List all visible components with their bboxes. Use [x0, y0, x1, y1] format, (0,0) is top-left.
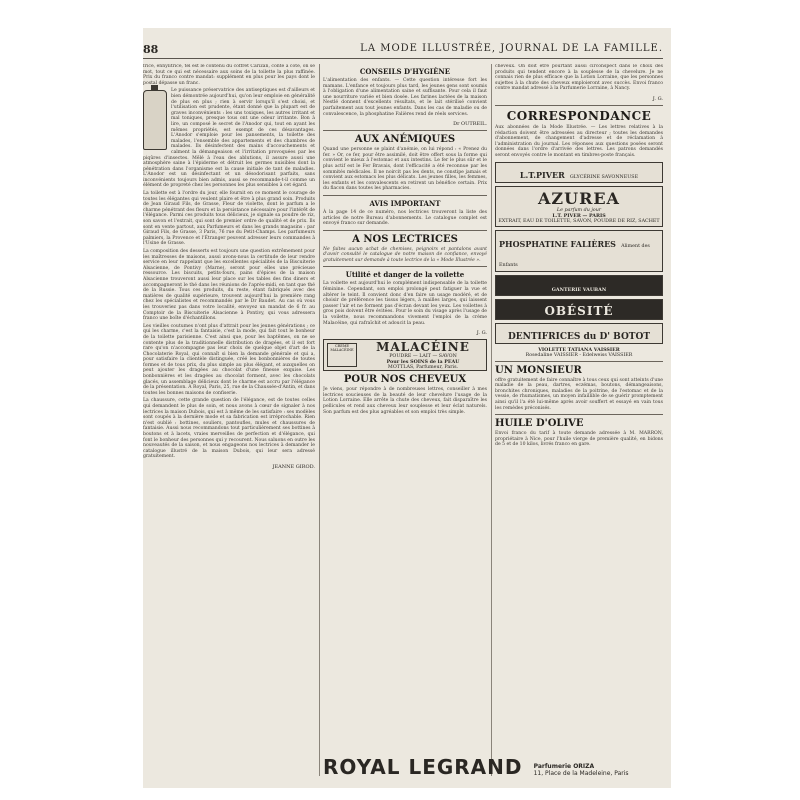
ad-maker: MOTTLAS, Parfumeur, Paris.	[387, 365, 459, 371]
phosphatine-tagline: Aliment des Enfants	[499, 243, 650, 268]
jar-label: CRÈME MALACÉINE	[330, 344, 354, 353]
malaceine-ad	[323, 339, 487, 371]
article-paragraph: Envoi franco du tarif à toute demande adressée à M. MARRON, propriétaire à Nice, pour l'huile vierge de première qualité, en bidons de 5 et de 10 kilos, livrés franco en gare.	[495, 431, 663, 448]
column-divider	[319, 64, 320, 776]
section-heading: AVIS IMPORTANT	[369, 198, 441, 208]
article-paragraph: La voilette est aujourd'hui le complément indispensable de la toilette féminine. Cependant, son emploi prolongé peut fatiguer la vue et altérer le teint. Il convient donc d'en faire un usage modéré, et de choisir de préférence les tissus légers, à mailles larges, qui laissent passer l'air et ne forment pas d'écran devant les yeux. Les voilettes à gros pois doivent être évitées. Pour le soin du visage après l'usage de la voilette, nous recommandons vivement l'emploi de la crème Malacéine, qui rafraîchit et adoucit la peau.	[323, 281, 487, 326]
section-heading: UN MONSIEUR	[495, 364, 582, 376]
column-divider	[491, 64, 492, 776]
malaceine-ad-body	[360, 340, 486, 370]
article-paragraph: La composition des desserts est toujours une question extrêmement pour les maîtresses de maisons, aussi avons-nous la certitude de leur rendre service en leur rappelant que les excellentes spécialités de la Biscuiterie Alsacienne, de Pontivy (Marne), seront pour elles une précieuse ressource. Les biscuits, petits-fours, pains d'épices de la maison Alsacienne trouveront aussi leur place sur les tables des fins diners et accompagneront le thé dans les réunions de l'après-midi, en tant que thé de la Russie. Tous ces produits, du reste, étant fabriqués avec des matières de qualité supérieure, trouvent aujourd'hui la première rang chez les spécialistes et recommandés par le Dr Baudet. Au cas où vous les trouveriez pas dans votre localité, envoyez un mandat de 6 fr. au Comptoir de la Biscuiterie Alsacienne à Pontivy, qui vous adressera franco une boîte d'échantillons.	[143, 249, 315, 322]
royal-legrand-sub: Parfumerie ORIZA	[533, 762, 595, 770]
dentifrices-ad	[495, 323, 663, 344]
azurea-brand: AZUREA	[538, 188, 620, 208]
royal-legrand-banner	[323, 755, 663, 779]
obesite-brand: OBÉSITÉ	[544, 303, 614, 318]
dentifrices-brand: DENTIFRICES du D' BOTOT	[507, 331, 651, 342]
divider	[495, 105, 663, 106]
section-heading: CORRESPONDANCE	[506, 108, 652, 123]
author-signature: J. G.	[476, 330, 487, 337]
cream-jar-illustration	[327, 343, 357, 367]
divider	[323, 130, 487, 131]
column-right	[495, 64, 663, 776]
running-head: LA MODE ILLUSTRÉE, JOURNAL DE LA FAMILLE.	[360, 43, 663, 54]
author-signature: Dr OUTREIL.	[453, 121, 487, 128]
article-paragraph: Le puissance préservatrice des antiseptiques est d'ailleurs et bien démontrée aujourd'hui, qu'on leur emploie en généralité de plus en plus ; rien à servir lorsqu'il s'est choisi, et l'utilisation est prudente, étant donné que la plupart est de graves inconvénients : les uns toxiques, les autres irritant et mal toniques, presque tous ont une odeur irritante. Bon à lire, un composé le secret de l'Anodor qui, tout en ayant les mêmes propriétés, est exempt de ces désavantages. L'Anodor s'emploie pour les pansements, la toilette des malades, l'ensemble des appartements et des chambres de malades. Ils désinfectent des mains d'accouchements et calment la démangeaison et l'irritation provoquées par les piqûres d'insectes. Mêlé à l'eau des ablutions, il assure aussi une atmosphère saine à l'épiderme et détruit les germes nuisibles dont la pénétration dans l'organisme est la cause initiale de tant de maladies. L'Anodor est un désinfectant et un désodorisant parfaits, sans inconvénients toujours bien admis, aussi se recommande-t-il comme un élément de propreté chez les personnes les plus sensibles à cet égard.	[143, 88, 315, 189]
royal-legrand-address	[534, 763, 629, 777]
column-middle	[323, 64, 487, 776]
section-heading: Utilité et danger de la voilette	[345, 270, 465, 280]
azurea-products: EXTRAIT, EAU DE TOILETTE, SAVON, POUDRE DE RIZ, SACHET	[498, 218, 660, 224]
article-paragraph: L'alimentation des enfants. — Cette question intéresse fort les mamans. L'enfance et toujours plus tard, les jeunes gens sont soumis à l'obligation d'une alimentation saine et suffisante. Pour cela il faut une nourriture variée et bien dosée. Les farines lactées de la maison Nestlé donnent d'excellents résultats, et le lait stérilisé convient parfaitement aux tout jeunes enfants. Dans les cas de maladie ou de convalescence, la phosphatine Falières rend de réels services.	[323, 78, 487, 117]
vaissier-ad	[495, 347, 663, 358]
divider	[495, 361, 663, 362]
author-signature: JEANNE GIROD.	[272, 463, 315, 470]
header-rule	[143, 58, 663, 59]
vaissier-line: Rosedaline VAISSIER - Edelweiss VAISSIER	[525, 352, 633, 358]
phosphatine-ad	[495, 230, 663, 272]
page-number: 88	[143, 43, 159, 56]
divider	[323, 230, 487, 231]
piver-ad	[495, 162, 663, 183]
vaissier-line: VIOLETTE TATIANA VAISSIER	[538, 346, 620, 353]
article-paragraph: offre gratuitement de faire connaître à tous ceux qui sont atteints d'une maladie de la peau, dartres, eczémas, boutons, démangeaisons, bronchites chroniques, maladies de la poitrine, de l'estomac et de la vessie, de rhumatismes, un moyen infaillible de se guérir promptement ainsi qu'il l'a été lui-même après avoir souffert et essayé en vain tous les remèdes préconisés.	[495, 377, 663, 411]
article-paragraph: À la page 14 de ce numéro, nos lectrices trouveront la liste des articles de notre Bureau d'abonnements. Le catalogue complet est envoyé franco sur demande.	[323, 209, 487, 227]
malaceine-brand: MALACÉINE	[376, 340, 470, 355]
ad-line: POUDRE — LAIT — SAVON	[389, 354, 457, 360]
article-paragraph: La toilette est à l'ordre du jour, elle fournit en ce moment le courage de toutes les élégantes qui veulent plaire et être à plus grand soin. Produits de Jean Giraud Fils, de Grasse, Fleur de violette, dont le parfum a le charme pénétrant des fleurs et la persistance nécessaire pour l'intérêt de l'élégance. Parmi ces produits tous délicieux, je signale sa poudre de riz, son savon et l'extrait, qui sont de premier ordre de qualité et de prix. Ils sont en vente partout, aux Parfumeurs et dans les grands magasins : par Giraud Fils, de Grasse, 3 Paris, 76 rue du Petit-Champs. Les parfumeurs palmiers, la Provence et l'Étranger peuvent adresser leurs commandes à l'Usine de Grasse.	[143, 191, 315, 247]
vauban-ad	[495, 275, 663, 296]
ad-line: Pour les SOINS de la PEAU	[386, 359, 460, 366]
article-paragraph: cheveux. On doit être pourtant aussi circonspect dans le choix des produits qui tendent encore à la souplesse de la chevelure. Je ne connais rien de plus efficace que la Lotion Lorraine, que les personnes sujettes à la chute des cheveux emploieront avec succès. Envoi franco contre mandat adressé à la Parfumerie Lorraine, à Nancy.	[495, 64, 663, 92]
section-heading: A NOS LECTRICES	[352, 233, 458, 245]
article-paragraph: Ne faites aucun achat de chemises, peignoirs et pantalons avant d'avoir consulté le catalogue de notre maison de confiance, envoyé gratuitement sur demande à toute lectrice de la « Mode Illustrée ».	[323, 246, 487, 263]
royal-legrand-brand: ROYAL LEGRAND	[323, 755, 523, 779]
article-paragraph: Les vieilles coutumes n'ont plus d'attrait pour les jeunes générations ; ce qui les charme, c'est la fantaisie, c'est la mode, qui fait tout le bonheur de la toilette parisienne. C'est ainsi que, pour les baptêmes, on ne se contente plus de la traditionnelle distribution de dragées, et il est fort rare qu'on n'accompagne pas leur choix de quelque objet d'art de la Chocolaterie Royal, qui connaît si bien la demande générale et qui a, pour satisfaire la clientèle distinguée, créé les bonbonnières de toutes formes et de tous prix, du plus simple au plus élégant, et auxquelles on peut ajouter les dragées au chocolat d'une finesse exquise. Les bonbonnières et les dragées au chocolat forment, avec les chocolats glacés, un assemblage délicieux dont le charme est accru par l'élégance de la présentation. À Royal, Paris, 25, rue de la Chaussée-d'Antin, et dans toutes les bonnes maisons de confiserie.	[143, 323, 315, 396]
piver-tagline: GLYCÉRINE SAVONNEUSE	[569, 174, 639, 180]
article-paragraph: Aux abonnées de la Mode Illustrée. — Les lettres relatives à la rédaction doivent être adressées au directeur ; toutes les demandes d'abonnement, de changement d'adresse et de réclamation à l'administration du journal. Les réponses aux questions posées seront données dans l'ordre d'arrivée des lettres. Les patrons demandés seront envoyés contre le montant en timbres-poste français.	[495, 124, 663, 158]
azurea-maker: L.T. PIVER — PARIS	[552, 212, 606, 219]
article-paragraph: frice, ennylitrice, tel est le contenu du coffret Carizan, conte à côté, on se mot, tout ce qui est nécessaire aux soins de la toilette la plus raffinée. Prix du franco contre mandat: supplément en plus pour les pays dont le postal dépasse un franc.	[143, 64, 315, 86]
magazine-page	[143, 28, 671, 788]
article-paragraph: La chaussure, cette grande question de l'élégance, est de toutes celles qui demandent le plus de soin, et nous avons à cœur de signaler à nos lectrices la maison Dubois, qui est à même de les satisfaire : ses modèles sont coupés à la dernière mode et sa fabrication est irréprochable. Rien n'est oublié : bottines, souliers, pantoufles, mules et chaussures de fantaisie. Aussi nous recommandons tout particulièrement ses bottines à boutons et à lacets, vraies merveilles de perfection et d'élégance, qui font le bonheur des personnes qui y recourent. Nous saluons en outre les nouveautés de la saison, et nous engageons nos lectrices à demander le catalogue illustré de la maison Dubois, qui leur sera adressé gratuitement.	[143, 398, 315, 460]
azurea-ad	[495, 186, 663, 227]
column-left	[143, 64, 315, 776]
section-heading: POUR NOS CHEVEUX	[343, 374, 467, 386]
article-paragraph: Quand une personne se plaint d'anémie, on lui répond : « Prenez du fer. » Or, ce fer, pour être assimilé, doit être offert sous la forme qui convient le mieux à l'estomac et aux intestins. Le fer le plus sûr et le plus actif est le Fer Bravais, dont l'efficacité a été reconnue par les sommités médicales. Il ne noircit pas les dents, ne constipe jamais et convient aux estomacs les plus délicats. Les jeunes filles, les femmes, les enfants et les convalescents en retirent un bénéfice certain. Prix du flacon dans toutes les pharmacies.	[323, 147, 487, 192]
azurea-subtitle: Le parfum du jour	[556, 207, 602, 213]
vauban-brand: GANTERIE VAUBAN	[551, 286, 607, 293]
divider	[323, 266, 487, 267]
divider	[323, 195, 487, 196]
obesite-ad	[495, 299, 663, 320]
royal-legrand-addr: 11, Place de la Madeleine, Paris	[533, 769, 629, 777]
section-heading: HUILE D'OLIVE	[495, 418, 584, 430]
author-signature: J. G.	[652, 95, 663, 102]
piver-brand: L.T.PIVER	[519, 169, 565, 180]
section-heading: CONSEILS D'HYGIÈNE	[359, 67, 451, 76]
phosphatine-brand: PHOSPHATINE FALIÈRES	[499, 238, 616, 249]
bottle-illustration	[143, 90, 167, 150]
section-heading: AUX ANÉMIQUES	[354, 134, 456, 146]
article-paragraph: Je viens, pour répondre à de nombreuses lettres, conseiller à mes lectrices soucieuses de la beauté de leur chevelure l'usage de la Lotion Lorraine. Elle arrête la chute des cheveux, fait disparaître les pellicules et rend aux cheveux leur souplesse et leur éclat naturels. Son parfum est des plus agréables et son emploi très simple.	[323, 387, 487, 415]
divider	[495, 414, 663, 415]
